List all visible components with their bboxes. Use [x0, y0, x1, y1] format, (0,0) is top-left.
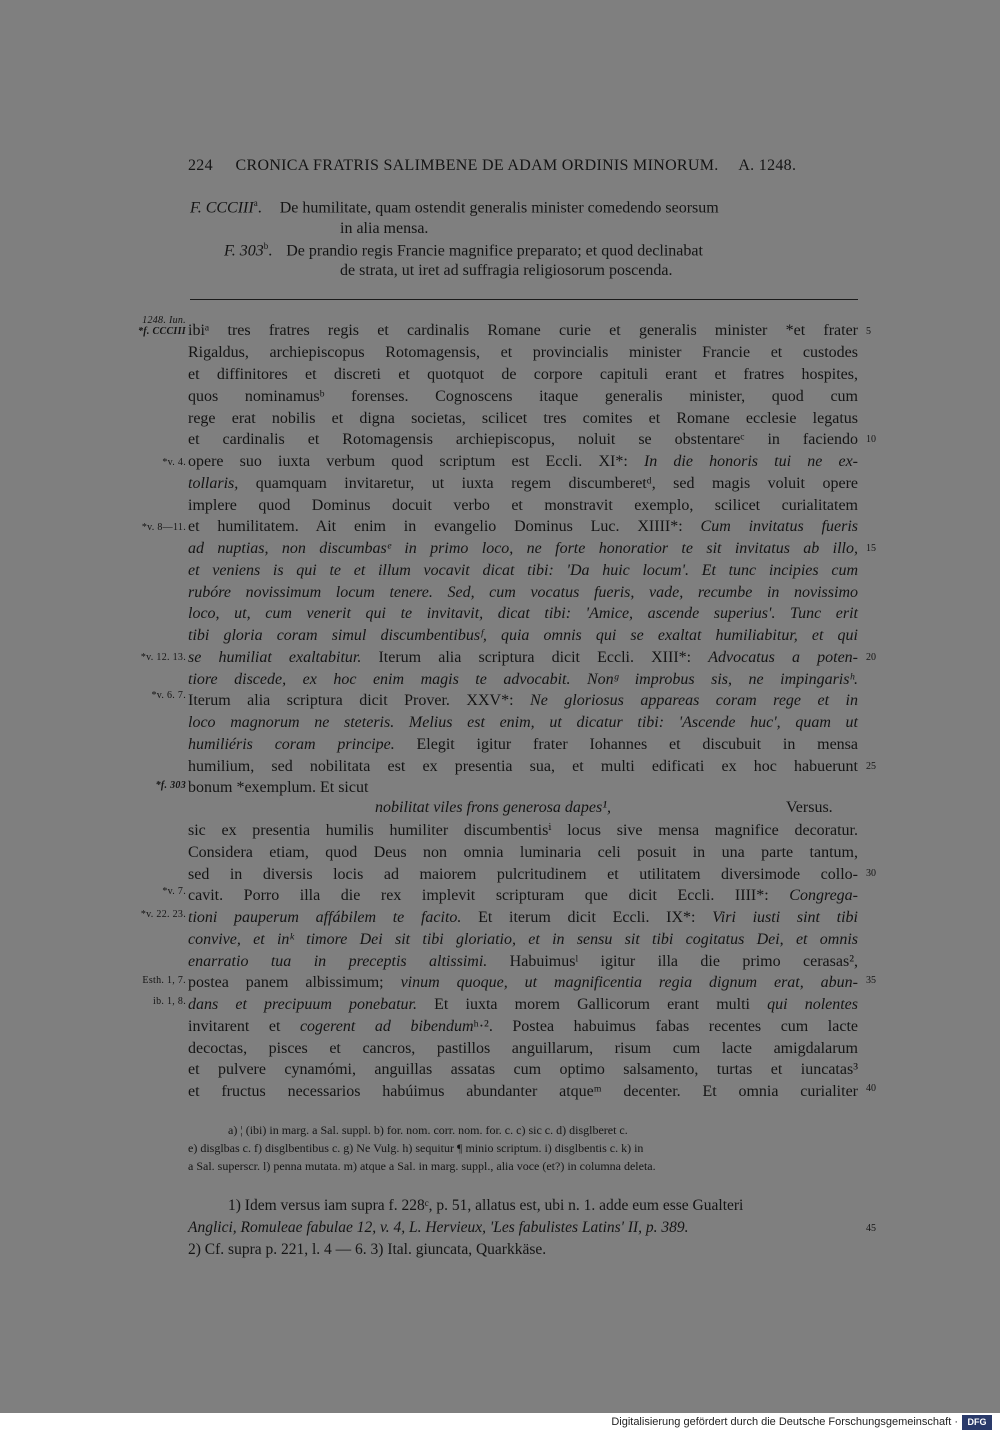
line-number: 5: [866, 326, 871, 337]
margin-note-verse: *v. 6. 7.: [151, 690, 186, 701]
body-line: rubóre novissimum locum tenere. Sed, cum vocatus fueris, vade, recumbe in novissimo: [188, 584, 858, 601]
margin-note-verse: *v. 22. 23.: [140, 909, 186, 920]
margin-note-verse: ib. 1, 8.: [153, 996, 186, 1007]
body-line: et diffinitores et discreti et quotquot de corpore capituli erant et fratres hospites,: [188, 366, 858, 383]
body-line: cavit. Porro illa die rex implevit scripturam que dicit Eccli. IIII*: Congrega-: [188, 887, 858, 904]
line-number: 45: [866, 1223, 876, 1234]
funding-notice: Digitalisierung gefördert durch die Deutsche Forschungsgemeinschaft ·: [611, 1416, 958, 1428]
chapter-title-2-line1: De prandio regis Francie magnifice preparato; et quod declinabat: [286, 242, 703, 260]
margin-note-verse: *v. 4.: [162, 457, 186, 468]
verse-label: Versus.: [786, 799, 833, 816]
body-line: Considera etiam, quod Deus non omnia luminaria celi posuit in una parte tantum,: [188, 844, 858, 861]
body-line: se humiliat exaltabitur. Iterum alia scriptura dicit Eccli. XIII*: Advocatus a poten-: [188, 649, 859, 666]
chapter-title-2-line2: de strata, ut iret ad suffragia religiosorum poscenda.: [340, 262, 673, 279]
source-footnote-line: 2) Cf. supra p. 221, l. 4 — 6. 3) Ital. giuncata, Quarkkäse.: [188, 1241, 547, 1258]
body-line: bonum *exemplum. Et sicut: [188, 779, 369, 796]
body-line: quos nominamusᵇ forenses. Cognoscens itaque generalis minister, quod cum: [188, 388, 858, 405]
line-number: 20: [866, 652, 876, 663]
margin-note-verse: *v. 12. 13.: [140, 652, 186, 663]
critical-footnote-line: a Sal. superscr. l) penna mutata. m) atque a Sal. in marg. suppl., alia voce (et?) in columna deleta.: [188, 1159, 656, 1173]
body-line: Iterum alia scriptura dicit Prover. XXV*: Ne gloriosus appareas coram rege et in: [188, 692, 859, 709]
margin-note-verse: *v. 7.: [162, 886, 186, 897]
body-line: tibi gloria coram simul discumbentibusᶠ, quia omnis qui se exaltat humiliabitur, et qui: [188, 627, 858, 644]
line-number: 15: [866, 543, 876, 554]
body-line: loco magnorum ne steteris. Melius est enim, ut dicatur tibi: 'Ascende huc', quam ut: [188, 714, 858, 731]
chapter-title-1-line2: in alia mensa.: [340, 220, 429, 237]
critical-footnote-line: e) disglbas c. f) disglbentibus c. g) Ne Vulg. h) sequitur ¶ minio scriptum. i) disglbentis c. k) in: [188, 1141, 644, 1155]
chapter-heading-1: F. CCCIII$^a$. De humilitate, quam ostendit generalis minister comedendo seorsum: [190, 198, 719, 217]
running-title: CRONICA FRATRIS SALIMBENE DE ADAM ORDINIS MINORUM.: [235, 157, 719, 174]
body-line: Rigaldus, archiepiscopus Rotomagensis, et provincialis minister Francie et custodes: [188, 344, 858, 361]
running-head: [188, 157, 858, 175]
body-line: humiliéris coram principe. Elegit igitur frater Iohannes et discubuit in mensa: [188, 736, 859, 753]
body-line: enarratio tua in preceptis altissimi. Habuimusˡ igitur illa die primo cerasas²,: [188, 953, 859, 970]
margin-note-verse: Esth. 1, 7.: [142, 975, 186, 986]
section-rule: [190, 299, 858, 300]
chapter-heading-2: F. 303$^b$. De prandio regis Francie magnifice preparato; et quod declinabat: [224, 241, 703, 260]
body-line: ibiᵃ tres fratres regis et cardinalis Romane curie et generalis minister *et frater: [188, 322, 858, 339]
body-line: humilium, sed nobilitata est ex presentia sua, et multi edificati ex hoc habuerunt: [188, 758, 858, 775]
running-year: A. 1248.: [738, 157, 797, 174]
margin-note-folio: *f. 303: [155, 780, 186, 791]
body-line: postea panem albissimum; vinum quoque, ut magnificentia regia dignum erat, abun-: [188, 974, 859, 991]
margin-note-verse: *v. 8—11.: [141, 522, 186, 533]
body-line: tioni pauperum affábilem te facito. Et iterum dicit Eccli. IX*: Viri iusti sint tibi: [188, 909, 859, 926]
body-line: invitarent et cogerent ad bibendumʰ·². Postea habuimus fabas recentes cum lacte: [188, 1018, 858, 1035]
body-line: sed in diversis locis ad maiorem pulcritudinem et utilitatem diversimode collo-: [188, 866, 858, 883]
chapter-ref-1: F. CCCIII: [190, 199, 254, 217]
body-line: et cardinalis et Rotomagensis archiepiscopus, noluit se obstentareᶜ in faciendo: [188, 431, 858, 448]
body-line: tiore discede, ex hoc enim magis te advocabit. Nonᵍ improbus sis, ne impingarisʰ.: [188, 671, 858, 688]
body-line: ad nuptias, non discumbasᵉ in primo loco, ne forte honoratior te sit invitatus ab illo,: [188, 540, 858, 557]
critical-footnote-line: a) ¦ (ibi) in marg. a Sal. suppl. b) for. nom. corr. nom. for. c. c) sic c. d) disglberet c.: [228, 1123, 628, 1137]
margin-note-folio: *f. CCCIII: [137, 326, 186, 337]
body-line: loco, ut, cum venerit qui te invitavit, dicat tibi: 'Amice, ascende superius'. Tunc erit: [188, 605, 858, 622]
body-line: et pulvere cynamómi, anguillas assatas cum optimo salsamento, turtas et iuncatas³: [188, 1061, 858, 1078]
margin-note-date: 1248. Iun.: [142, 315, 186, 326]
body-line: implere quod Dominus docuit verbo et monstravit exemplo, scilicet curialitatem: [188, 497, 858, 514]
line-number: 40: [866, 1083, 876, 1094]
chapter-title-1-line1: De humilitate, quam ostendit generalis minister comedendo seorsum: [279, 199, 719, 217]
page-number: 224: [188, 157, 213, 174]
dfg-logo: DFG: [962, 1415, 992, 1430]
body-line: rege erat nobilis et digna societas, scilicet tres comites et Romane ecclesie legatus: [188, 410, 858, 427]
source-footnote-line: Anglici, Romuleae fabulae 12, v. 4, L. Hervieux, 'Les fabulistes Latins' II, p. 389.: [188, 1219, 689, 1236]
body-line: tollaris, quamquam invitaretur, ut iuxta regem discumberetᵈ, sed magis voluit opere: [188, 475, 858, 492]
body-line: et fructus necessarios habúimus abundanter atqueᵐ decenter. Et omnia curialiter: [188, 1083, 858, 1100]
chapter-ref-2: F. 303: [224, 242, 264, 260]
source-footnote-line: 1) Idem versus iam supra f. 228ᶜ, p. 51, allatus est, ubi n. 1. adde eum esse Gualteri: [228, 1197, 744, 1214]
verse-line: nobilitat viles frons generosa dapes¹,: [375, 799, 612, 816]
body-line: et humilitatem. Ait enim in evangelio Dominus Luc. XIIII*: Cum invitatus fueris: [188, 518, 859, 535]
body-line: et veniens is qui te et illum vocavit dicat tibi: 'Da huic locum'. Et tunc incipies cum: [188, 562, 858, 579]
line-number: 35: [866, 975, 876, 986]
line-number: 10: [866, 434, 876, 445]
body-line: sic ex presentia humilis humiliter discumbentisⁱ locus sive mensa magnifice decoratur.: [188, 822, 858, 839]
line-number: 25: [866, 761, 876, 772]
body-line: dans et precipuum ponebatur. Et iuxta morem Gallicorum erant multi qui nolentes: [188, 996, 859, 1013]
body-line: decoctas, pisces et cancros, pastillos anguillarum, risum cum lacte amigdalarum: [188, 1040, 858, 1057]
line-number: 30: [866, 868, 876, 879]
body-line: opere suo iuxta verbum quod scriptum est Eccli. XI*: In die honoris tui ne ex-: [188, 453, 859, 470]
body-line: convive, et inᵏ timore Dei sit tibi gloriatio, et in sensu sit tibi cogitatus Dei, et omnis: [188, 931, 858, 948]
